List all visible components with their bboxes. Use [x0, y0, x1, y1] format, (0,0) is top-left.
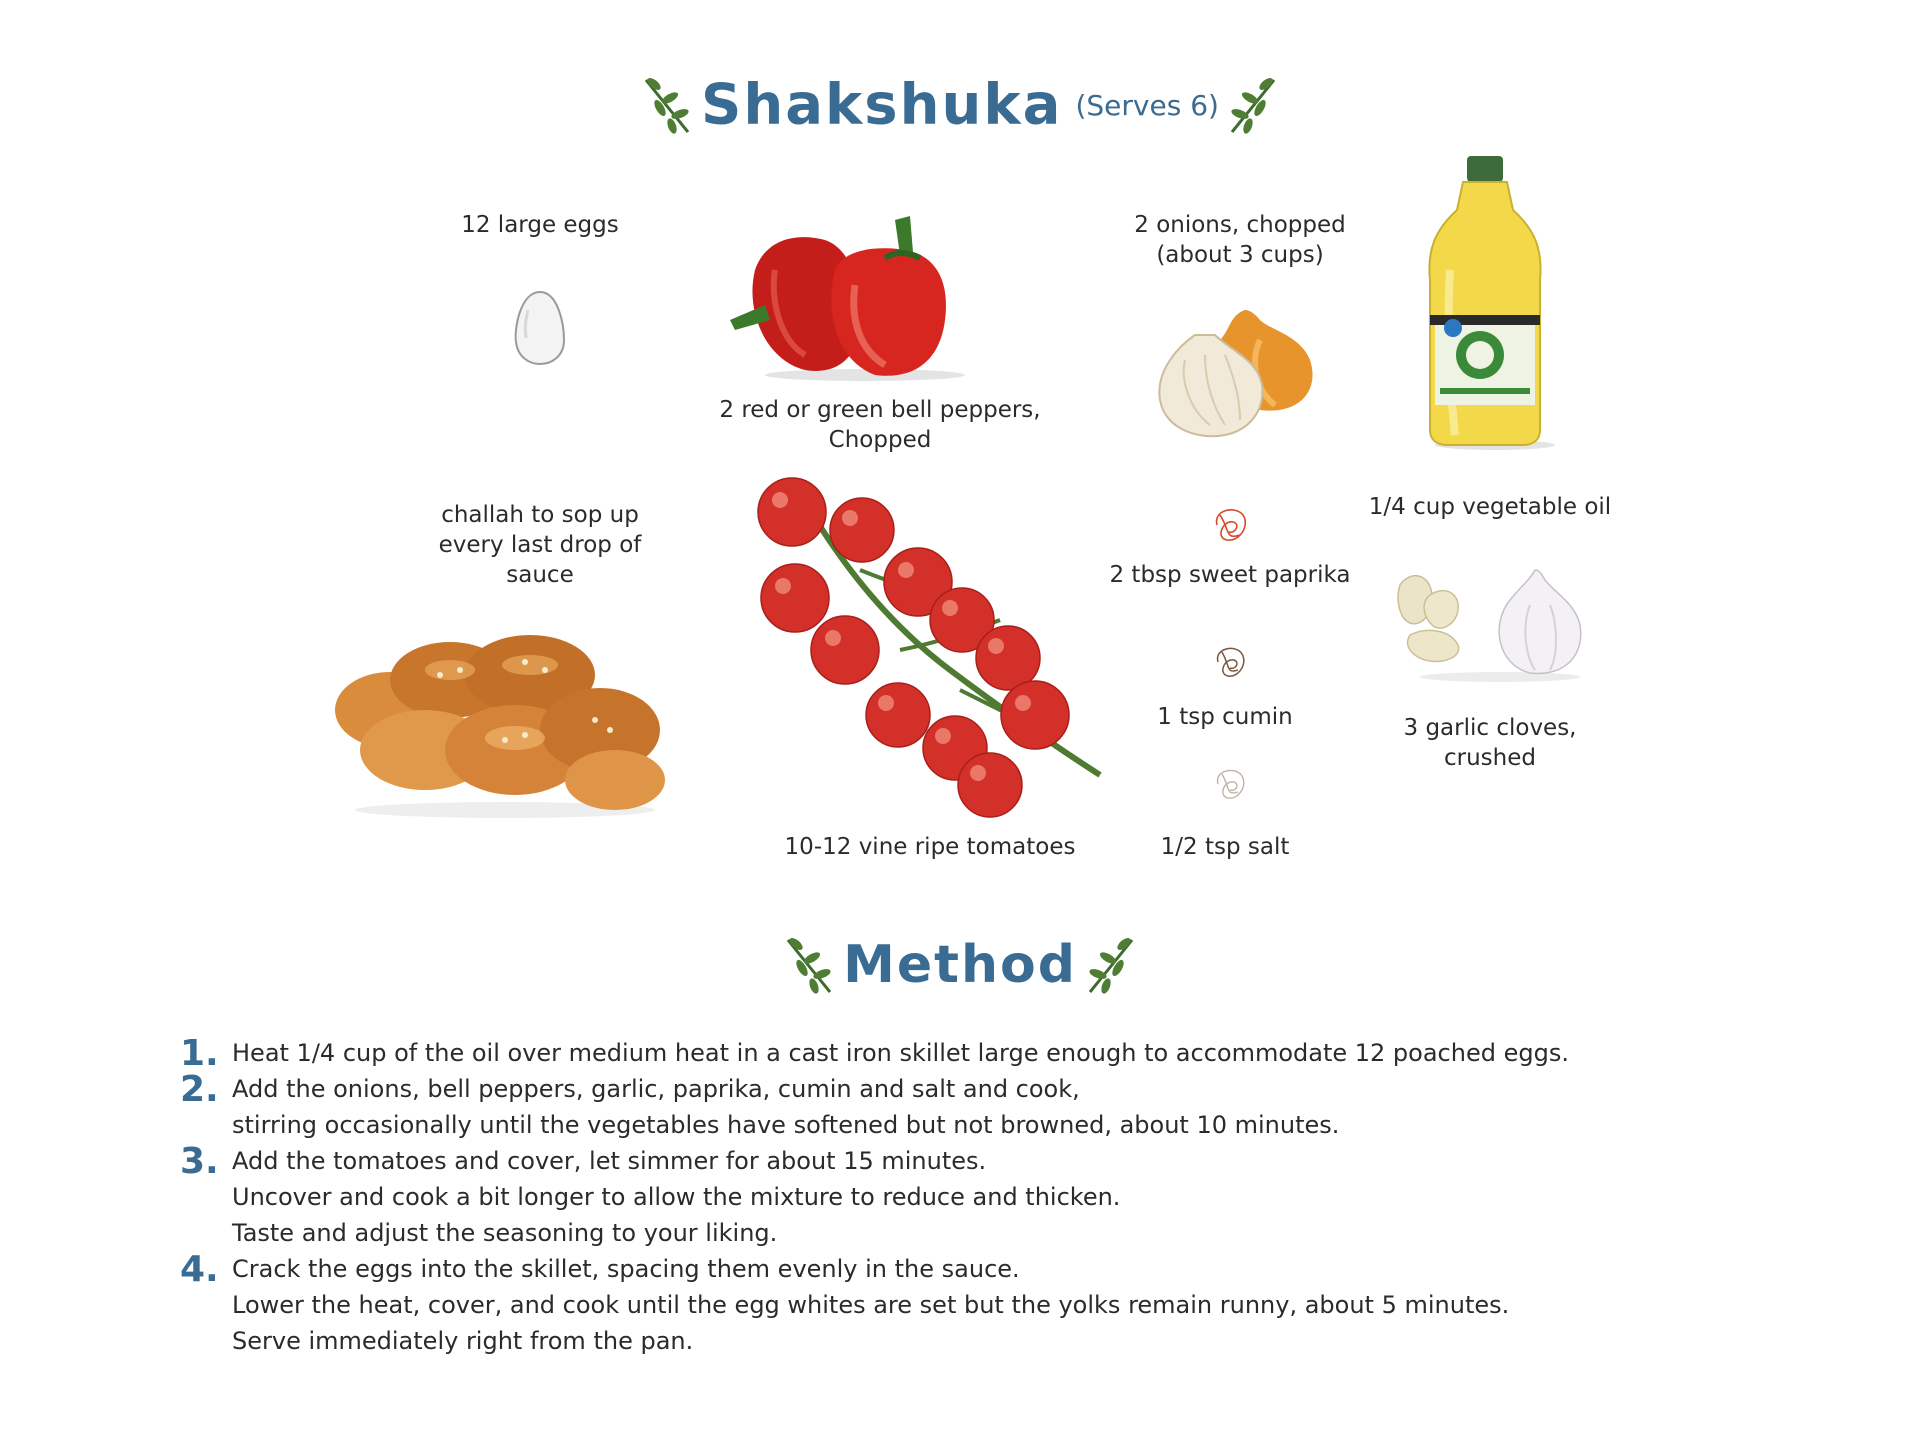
ingredient-challah-label [410, 500, 670, 590]
ingredient-salt-label: 1/2 tsp salt [1160, 834, 1290, 860]
step-number: 1. [180, 1033, 219, 1074]
method-step [180, 1143, 1780, 1251]
step-number: 4. [180, 1249, 219, 1290]
egg-icon [512, 290, 568, 366]
ingredient-garlic-label [1370, 713, 1610, 773]
ingredient-cumin-label: 1 tsp cumin [1157, 704, 1293, 730]
step-text: Heat 1/4 cup of the oil over medium heat in a cast iron skillet large enough to accommodate 12 poached eggs. [232, 1039, 1569, 1067]
ingredient-tomatoes-label: 10-12 vine ripe tomatoes [784, 834, 1076, 860]
ingredient-challah-line: sauce [506, 562, 574, 588]
step-text: Add the onions, bell peppers, garlic, paprika, cumin and salt and cook, [232, 1075, 1080, 1103]
step-number: 3. [180, 1141, 219, 1182]
method-heading [0, 930, 1920, 1020]
ingredient-onions-line: 2 onions, chopped [1134, 212, 1346, 238]
ingredient-oil-label: 1/4 cup vegetable oil [1368, 494, 1612, 520]
onion-icon [1150, 300, 1325, 445]
bell-pepper-icon [735, 210, 975, 380]
ingredient-paprika-label: 2 tbsp sweet paprika [1109, 562, 1351, 588]
step-text: Uncover and cook a bit longer to allow the mixture to reduce and thicken. [232, 1183, 1121, 1211]
method-step [180, 1251, 1780, 1359]
ingredient-challah-line: challah to sop up [441, 502, 639, 528]
ingredient-eggs-label: 12 large eggs [461, 212, 619, 238]
paprika-icon [1205, 500, 1255, 550]
tomato-vine-icon [750, 470, 1110, 820]
ingredient-onions-line: (about 3 cups) [1156, 242, 1324, 268]
step-text: Taste and adjust the seasoning to your liking. [232, 1219, 778, 1247]
recipe-title [0, 70, 1920, 160]
ingredient-peppers-line: 2 red or green bell peppers, [719, 397, 1041, 423]
step-text: Lower the heat, cover, and cook until the egg whites are set but the yolks remain runny, about 5 minutes. [232, 1291, 1510, 1319]
ingredient-peppers-label [680, 395, 1080, 455]
method-step [180, 1071, 1780, 1143]
cumin-icon [1208, 640, 1252, 684]
servings-text: (Serves 6) [1075, 88, 1219, 122]
step-text: stirring occasionally until the vegetables have softened but not browned, about 10 minutes. [232, 1111, 1340, 1139]
challah-icon [330, 620, 680, 820]
method-heading-text: Method [843, 935, 1077, 995]
sprig-icon [1224, 70, 1284, 140]
garlic-icon [1390, 565, 1590, 685]
step-text: Add the tomatoes and cover, let simmer for about 15 minutes. [232, 1147, 987, 1175]
step-text: Serve immediately right from the pan. [232, 1327, 694, 1355]
salt-icon [1208, 762, 1252, 806]
sprig-icon [636, 70, 696, 140]
ingredient-garlic-line: crushed [1444, 745, 1536, 771]
sprig-icon [1082, 930, 1142, 1000]
ingredient-garlic-line: 3 garlic cloves, [1403, 715, 1577, 741]
method-step [180, 1033, 1780, 1074]
ingredient-peppers-line: Chopped [828, 427, 932, 453]
recipe-title-text: Shakshuka [701, 72, 1063, 138]
oil-bottle-icon [1405, 150, 1570, 450]
sprig-icon [778, 930, 838, 1000]
ingredient-challah-line: every last drop of [438, 532, 642, 558]
step-number: 2. [180, 1069, 219, 1110]
ingredient-onions-label [1090, 210, 1390, 270]
step-text: Crack the eggs into the skillet, spacing them evenly in the sauce. [232, 1255, 1020, 1283]
method-steps [180, 1035, 1780, 1359]
